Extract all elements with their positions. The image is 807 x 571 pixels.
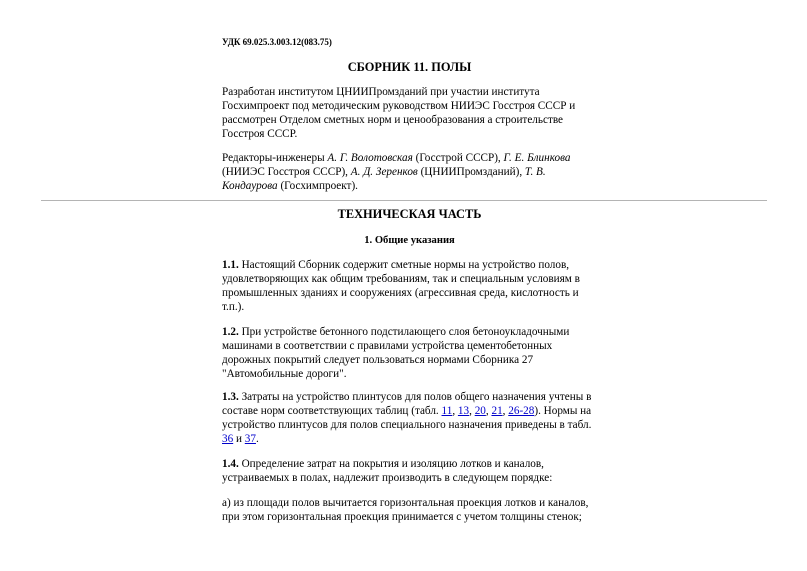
table-link-11[interactable]: 11 <box>441 405 453 417</box>
paragraph-text: ). Нормы на устройство плинтусов для полов специального назначения приведены в табл. <box>222 405 592 431</box>
editors-paragraph <box>222 151 597 193</box>
editor-org: (Госстрой СССР), <box>415 152 501 164</box>
table-link-36[interactable]: 36 <box>222 433 234 445</box>
table-link-37[interactable]: 37 <box>244 433 256 445</box>
paragraph-number: 1.4. <box>222 458 239 470</box>
editors-prefix: Редакторы-инженеры <box>222 152 325 164</box>
paragraph-text: Затраты на устройство плинтусов для полов общего назначения учтены в составе норм соответствующих таблиц (табл. <box>222 391 592 417</box>
editor-name: Т. В. Кондаурова <box>222 166 546 192</box>
editor-name: А. Г. Волотовская <box>327 152 413 164</box>
subsection-title: 1. Общие указания <box>364 235 455 246</box>
section-divider <box>41 200 767 201</box>
paragraph-item-a: а) из площади полов вычитается горизонтальная проекция лотков и каналов, при этом горизонтальная проекция принимается с учетом толщины стенок; <box>222 497 589 523</box>
editor-org: (Госхимпроект). <box>280 180 358 192</box>
editor-org: (НИИЭС Госстроя СССР), <box>222 166 348 178</box>
paragraph-number: 1.3. <box>222 391 239 403</box>
paragraph-number: 1.2. <box>222 326 239 338</box>
paragraph-text: Настоящий Сборник содержит сметные нормы на устройство полов, удовлетворяющих как общим требованиям, так и специальным условиям в промышленных зданиях и сооружениях (агрессивная среда, кислотность и т.п.). <box>222 259 580 313</box>
conjunction: и <box>235 433 242 445</box>
paragraph-1-4 <box>222 457 597 485</box>
udk-code: УДК 69.025.3.003.12(083.75) <box>222 37 332 47</box>
paragraph-text: При устройстве бетонного подстилающего слоя бетоноукладочными машинами в соответствии с правилами устройства цементобетонных дорожных покрытий следует пользоваться нормами Сборника 27 "Автомобильные дороги". <box>222 326 570 380</box>
developer-paragraph: Разработан институтом ЦНИИПромзданий при участии института Госхимпроект под методическим руководством НИИЭС Госстроя СССР и рассмотрен Отделом сметных норм и ценообразования а строительстве Госстроя СССР. <box>222 86 576 140</box>
editor-name: Г. Е. Блинкова <box>503 152 571 164</box>
table-link-13[interactable]: 13 <box>457 405 470 417</box>
table-link-20[interactable]: 20 <box>474 405 486 417</box>
paragraph-1-1 <box>222 258 597 314</box>
editor-name: А. Д. Зеренков <box>350 166 418 178</box>
paragraph-text: Определение затрат на покрытия и изоляцию лотков и каналов, устраиваемых в полах, надлежит производить в следующем порядке: <box>222 458 553 484</box>
paragraph-number: 1.1. <box>222 259 239 271</box>
section-title: ТЕХНИЧЕСКАЯ ЧАСТЬ <box>337 207 482 221</box>
paragraph-1-3: 1.3. Затраты на устройство плинтусов для полов общего назначения учтены в составе норм соответствующих таблиц (табл. 11, 13, 20, 21, 26-28). Нормы на устройство плинтусов для полов специального назначения приведены в табл. 36 и 37. <box>222 391 592 445</box>
table-link-26-28[interactable]: 26-28 <box>508 405 535 417</box>
document-title: СБОРНИК 11. ПОЛЫ <box>347 60 472 74</box>
table-link-21[interactable]: 21 <box>491 405 503 417</box>
editor-org: (ЦНИИПромзданий), <box>420 166 523 178</box>
paragraph-1-2 <box>222 325 597 381</box>
